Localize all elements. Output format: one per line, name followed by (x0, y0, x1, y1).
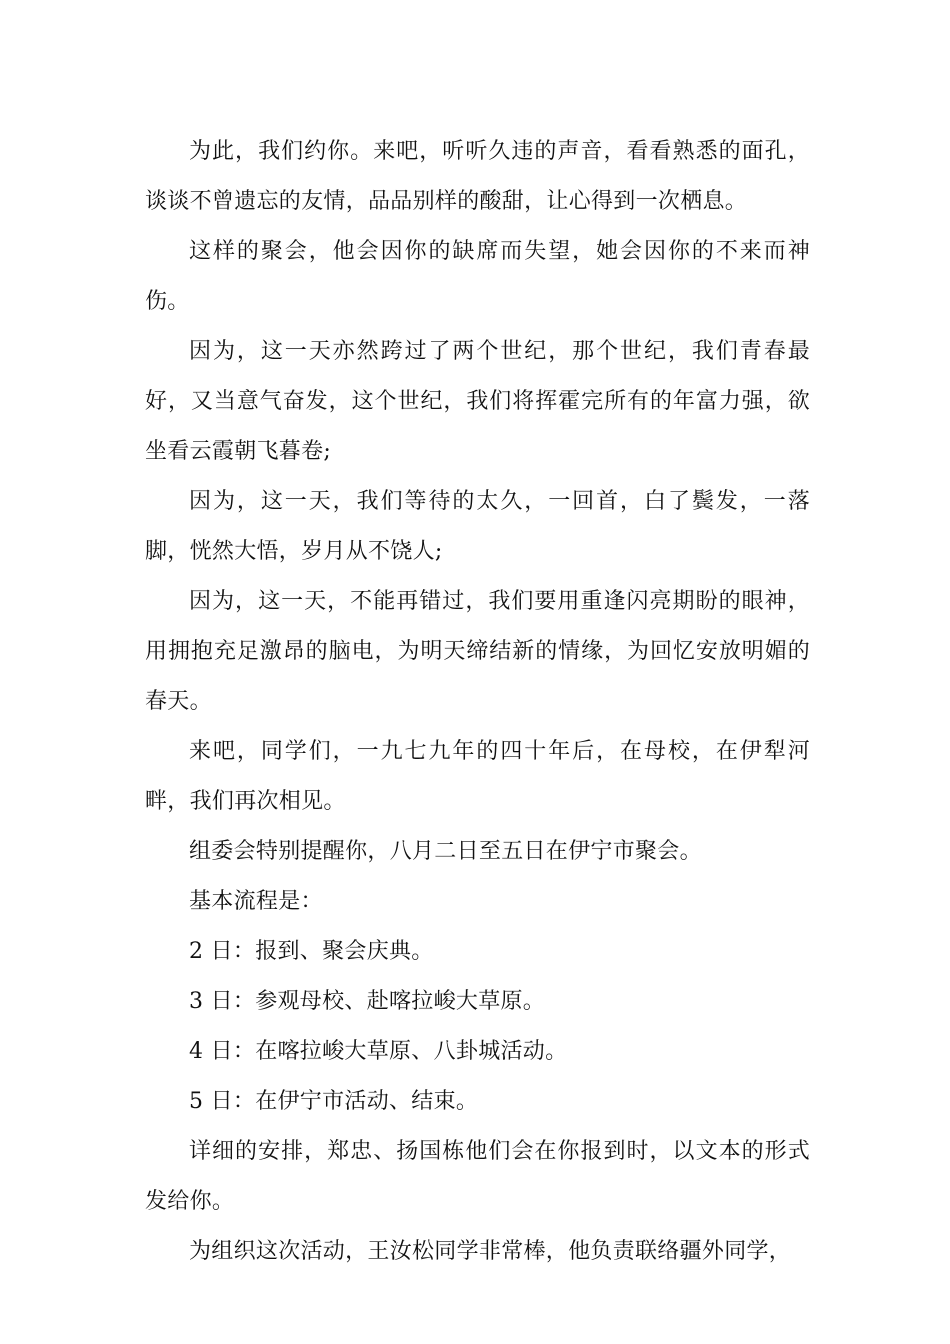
schedule-day-4: 4 日：在喀拉峻大草原、八卦城活动。 (189, 1039, 568, 1064)
schedule-day-5: 5 日：在伊宁市活动、结束。 (189, 1089, 479, 1114)
paragraph-invitation: 为此，我们约你。来吧，听听久违的声音，看看熟悉的面孔，谈谈不曾遗忘的友情，品品别样的酸甜，让心得到一次栖息。 (145, 139, 810, 214)
paragraph-details: 详细的安排，郑忠、扬国栋他们会在你报到时，以文本的形式发给你。 (145, 1139, 810, 1214)
paragraph-organizer: 为组织这次活动，王汝松同学非常棒，他负责联络疆外同学， (189, 1239, 792, 1264)
schedule-day-2: 2 日：报到、聚会庆典。 (189, 939, 434, 964)
paragraph-absence: 这样的聚会，他会因你的缺席而失望，她会因你的不来而神伤。 (145, 239, 810, 314)
paragraph-reminder: 组委会特别提醒你，八月二日至五日在伊宁市聚会。 (189, 839, 702, 864)
schedule-day-3: 3 日：参观母校、赴喀拉峻大草原。 (189, 989, 546, 1014)
paragraph-waited-long: 因为，这一天，我们等待的太久，一回首，白了鬓发，一落脚，恍然大悟，岁月从不饶人; (145, 489, 810, 564)
document-body (145, 127, 810, 1277)
paragraph-two-centuries: 因为，这一天亦然跨过了两个世纪，那个世纪，我们青春最好，又当意气奋发，这个世纪，我们将挥霍完所有的年富力强，欲坐看云霞朝飞暮卷; (145, 339, 810, 464)
paragraph-process-heading: 基本流程是： (189, 889, 323, 914)
paragraph-come-classmates: 来吧，同学们，一九七九年的四十年后，在母校，在伊犁河畔，我们再次相见。 (145, 739, 810, 814)
paragraph-no-miss: 因为，这一天，不能再错过，我们要用重逢闪亮期盼的眼神，用拥抱充足激昂的脑电，为明天缔结新的情缘，为回忆安放明媚的春天。 (145, 589, 810, 714)
